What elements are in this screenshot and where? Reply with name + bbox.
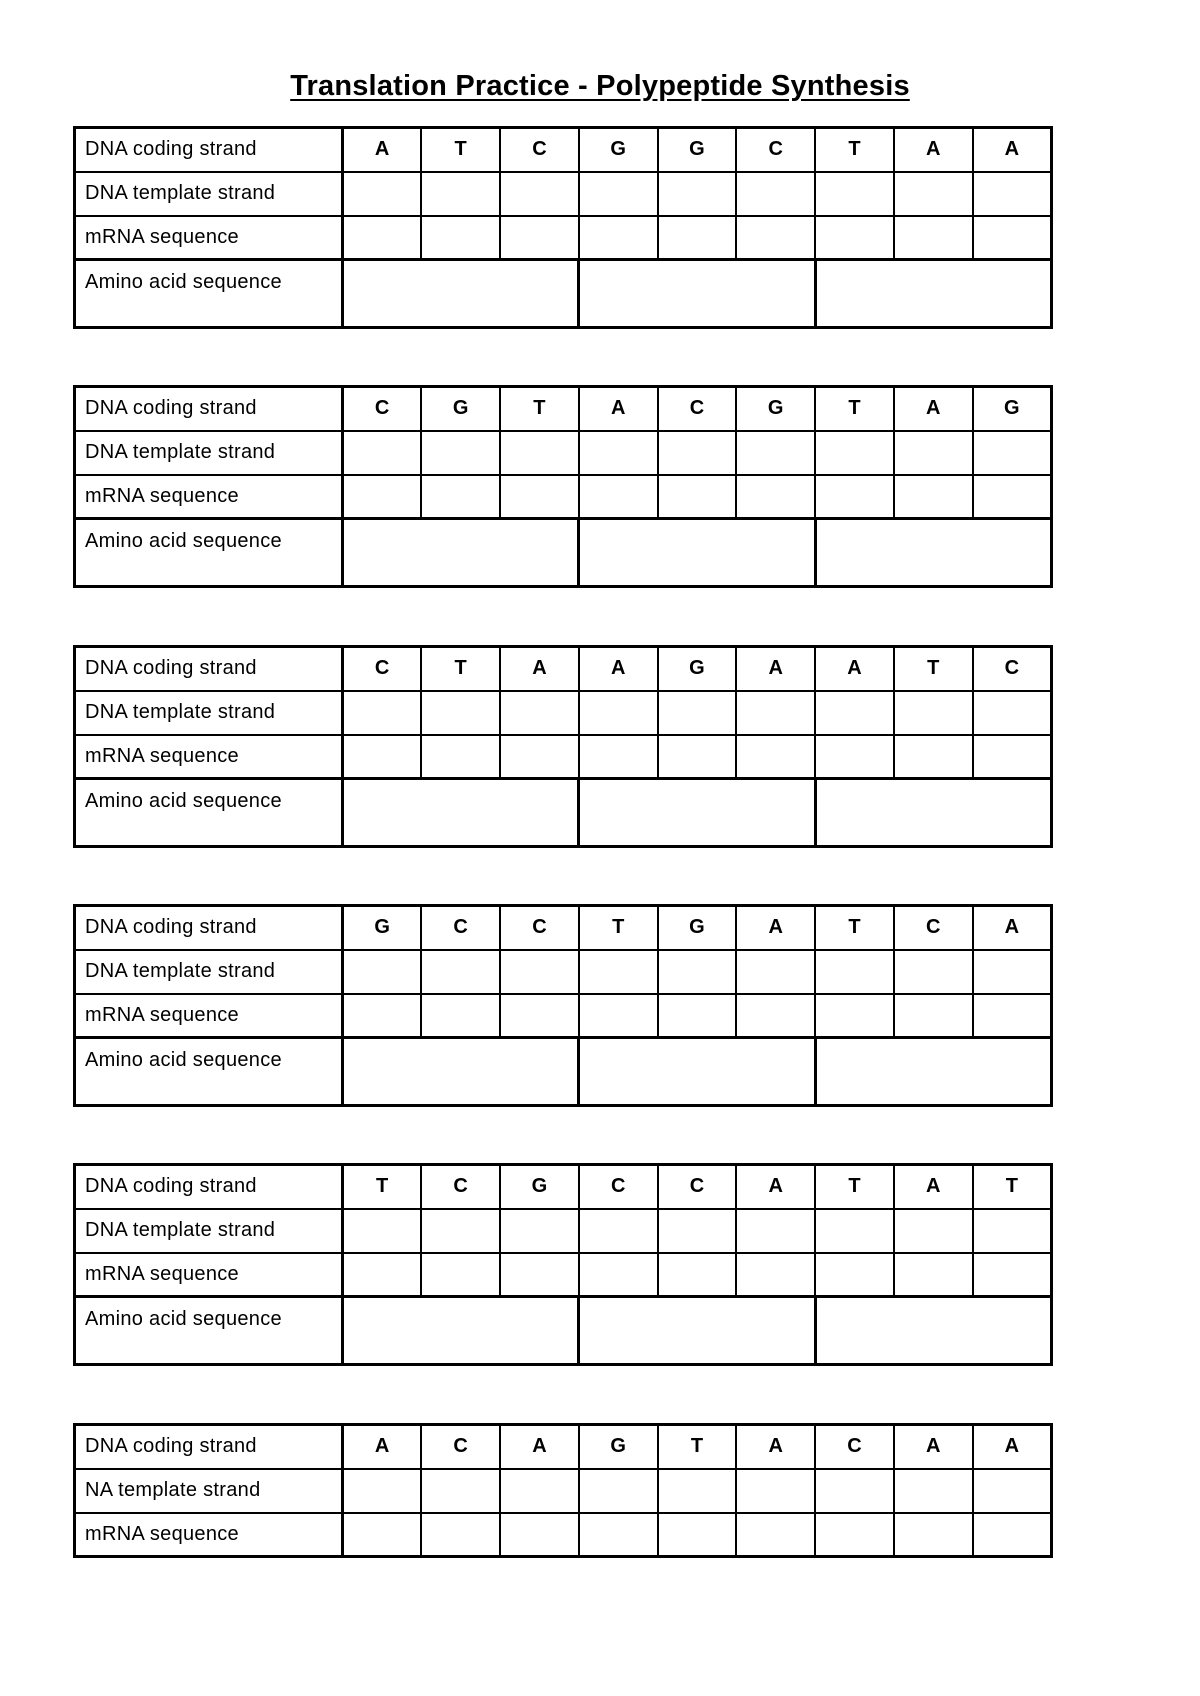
mrna-sequence-row: [75, 994, 1052, 1038]
mrna-answer-cell[interactable]: [736, 216, 815, 260]
mrna-answer-cell[interactable]: [973, 735, 1052, 779]
template-answer-cell[interactable]: [973, 172, 1052, 216]
mrna-sequence-label: mRNA sequence: [75, 475, 343, 519]
mrna-answer-cell[interactable]: [658, 1513, 737, 1557]
template-answer-cell[interactable]: [343, 691, 422, 735]
template-answer-cell[interactable]: [421, 1209, 500, 1253]
mrna-answer-cell[interactable]: [736, 1253, 815, 1297]
template-answer-cell[interactable]: [421, 172, 500, 216]
coding-base: T: [894, 647, 973, 691]
coding-base: T: [815, 128, 894, 172]
coding-base: A: [894, 1425, 973, 1469]
mrna-answer-cell[interactable]: [500, 475, 579, 519]
mrna-answer-cell[interactable]: [973, 1513, 1052, 1557]
amino-acid-label: Amino acid sequence: [75, 260, 343, 328]
mrna-answer-cell[interactable]: [658, 475, 737, 519]
coding-base: C: [894, 906, 973, 950]
page-title: Translation Practice - Polypeptide Synthesis: [290, 70, 910, 102]
mrna-answer-cell[interactable]: [815, 735, 894, 779]
mrna-answer-cell[interactable]: [815, 216, 894, 260]
template-answer-cell[interactable]: [973, 950, 1052, 994]
template-strand-label: DNA template strand: [75, 172, 343, 216]
mrna-answer-cell[interactable]: [421, 475, 500, 519]
template-answer-cell[interactable]: [815, 172, 894, 216]
amino-acid-label: Amino acid sequence: [75, 1297, 343, 1365]
amino-acid-row: [75, 779, 1052, 847]
mrna-answer-cell[interactable]: [421, 1253, 500, 1297]
template-strand-row: [75, 691, 1052, 735]
coding-base: G: [500, 1165, 579, 1209]
template-answer-cell[interactable]: [894, 691, 973, 735]
coding-base: G: [579, 1425, 658, 1469]
sequence-table-3: [73, 645, 1053, 848]
template-answer-cell[interactable]: [894, 1469, 973, 1513]
mrna-answer-cell[interactable]: [579, 216, 658, 260]
template-answer-cell[interactable]: [736, 1469, 815, 1513]
coding-base: C: [421, 1165, 500, 1209]
mrna-sequence-label: mRNA sequence: [75, 735, 343, 779]
coding-base: T: [421, 128, 500, 172]
amino-acid-answer-cell[interactable]: [815, 260, 1051, 328]
template-answer-cell[interactable]: [815, 1209, 894, 1253]
mrna-sequence-label: mRNA sequence: [75, 994, 343, 1038]
coding-base: T: [343, 1165, 422, 1209]
coding-base: C: [658, 387, 737, 431]
coding-base: G: [658, 906, 737, 950]
template-answer-cell[interactable]: [421, 950, 500, 994]
amino-acid-answer-cell[interactable]: [579, 1038, 815, 1106]
coding-base: A: [894, 1165, 973, 1209]
template-answer-cell[interactable]: [973, 1469, 1052, 1513]
template-strand-row: [75, 1209, 1052, 1253]
sequence-table-4: [73, 904, 1053, 1107]
coding-base: T: [658, 1425, 737, 1469]
coding-base: A: [343, 1425, 422, 1469]
template-strand-row: [75, 1469, 1052, 1513]
coding-base: A: [973, 1425, 1052, 1469]
template-answer-cell[interactable]: [500, 691, 579, 735]
mrna-sequence-row: [75, 475, 1052, 519]
sequence-table-1: [73, 126, 1053, 329]
mrna-answer-cell[interactable]: [500, 735, 579, 779]
coding-base: A: [579, 647, 658, 691]
amino-acid-answer-cell[interactable]: [815, 519, 1051, 587]
coding-base: A: [579, 387, 658, 431]
amino-acid-answer-cell[interactable]: [815, 1297, 1051, 1365]
amino-acid-answer-cell[interactable]: [343, 1297, 579, 1365]
amino-acid-answer-cell[interactable]: [579, 519, 815, 587]
template-answer-cell[interactable]: [343, 431, 422, 475]
template-answer-cell[interactable]: [658, 691, 737, 735]
coding-base: A: [343, 128, 422, 172]
coding-base: C: [421, 1425, 500, 1469]
template-answer-cell[interactable]: [500, 172, 579, 216]
mrna-answer-cell[interactable]: [343, 735, 422, 779]
template-answer-cell[interactable]: [658, 1469, 737, 1513]
amino-acid-answer-cell[interactable]: [815, 1038, 1051, 1106]
mrna-answer-cell[interactable]: [500, 1513, 579, 1557]
coding-base: A: [894, 128, 973, 172]
mrna-answer-cell[interactable]: [736, 1513, 815, 1557]
template-answer-cell[interactable]: [736, 431, 815, 475]
coding-base: C: [343, 647, 422, 691]
mrna-sequence-label: mRNA sequence: [75, 1253, 343, 1297]
coding-base: C: [815, 1425, 894, 1469]
mrna-answer-cell[interactable]: [421, 994, 500, 1038]
coding-base: T: [500, 387, 579, 431]
coding-base: C: [973, 647, 1052, 691]
coding-base: A: [736, 1165, 815, 1209]
template-strand-row: [75, 950, 1052, 994]
coding-base: C: [500, 128, 579, 172]
mrna-answer-cell[interactable]: [736, 994, 815, 1038]
amino-acid-answer-cell[interactable]: [343, 260, 579, 328]
template-answer-cell[interactable]: [973, 431, 1052, 475]
coding-base: T: [579, 906, 658, 950]
coding-base: C: [658, 1165, 737, 1209]
coding-strand-label: DNA coding strand: [75, 906, 343, 950]
template-answer-cell[interactable]: [815, 431, 894, 475]
mrna-answer-cell[interactable]: [815, 475, 894, 519]
template-answer-cell[interactable]: [500, 1469, 579, 1513]
coding-strand-row: [75, 1165, 1052, 1209]
mrna-answer-cell[interactable]: [658, 994, 737, 1038]
coding-base: T: [815, 906, 894, 950]
template-strand-label: DNA template strand: [75, 1209, 343, 1253]
mrna-answer-cell[interactable]: [421, 735, 500, 779]
mrna-answer-cell[interactable]: [658, 1253, 737, 1297]
template-answer-cell[interactable]: [343, 950, 422, 994]
template-answer-cell[interactable]: [579, 691, 658, 735]
amino-acid-answer-cell[interactable]: [815, 779, 1051, 847]
mrna-answer-cell[interactable]: [973, 994, 1052, 1038]
coding-strand-label: DNA coding strand: [75, 647, 343, 691]
mrna-answer-cell[interactable]: [894, 1253, 973, 1297]
template-answer-cell[interactable]: [500, 950, 579, 994]
template-answer-cell[interactable]: [736, 691, 815, 735]
mrna-sequence-row: [75, 1513, 1052, 1557]
mrna-answer-cell[interactable]: [500, 216, 579, 260]
sequence-table-2: [73, 385, 1053, 588]
coding-strand-row: [75, 906, 1052, 950]
amino-acid-answer-cell[interactable]: [579, 1297, 815, 1365]
amino-acid-answer-cell[interactable]: [343, 779, 579, 847]
coding-base: A: [500, 1425, 579, 1469]
template-strand-label: NA template strand: [75, 1469, 343, 1513]
mrna-answer-cell[interactable]: [343, 1253, 422, 1297]
mrna-sequence-label: mRNA sequence: [75, 1513, 343, 1557]
amino-acid-row: [75, 1297, 1052, 1365]
coding-base: A: [973, 906, 1052, 950]
mrna-sequence-row: [75, 735, 1052, 779]
mrna-answer-cell[interactable]: [579, 994, 658, 1038]
mrna-answer-cell[interactable]: [343, 475, 422, 519]
mrna-answer-cell[interactable]: [500, 994, 579, 1038]
template-answer-cell[interactable]: [658, 950, 737, 994]
coding-strand-label: DNA coding strand: [75, 1425, 343, 1469]
template-strand-row: [75, 172, 1052, 216]
mrna-answer-cell[interactable]: [579, 475, 658, 519]
mrna-answer-cell[interactable]: [815, 994, 894, 1038]
template-answer-cell[interactable]: [973, 691, 1052, 735]
amino-acid-label: Amino acid sequence: [75, 779, 343, 847]
mrna-answer-cell[interactable]: [500, 1253, 579, 1297]
template-answer-cell[interactable]: [894, 172, 973, 216]
coding-strand-row: [75, 647, 1052, 691]
template-answer-cell[interactable]: [658, 431, 737, 475]
mrna-answer-cell[interactable]: [815, 1253, 894, 1297]
mrna-answer-cell[interactable]: [894, 475, 973, 519]
template-strand-label: DNA template strand: [75, 950, 343, 994]
mrna-answer-cell[interactable]: [421, 1513, 500, 1557]
template-answer-cell[interactable]: [973, 1209, 1052, 1253]
mrna-answer-cell[interactable]: [736, 735, 815, 779]
template-answer-cell[interactable]: [343, 1209, 422, 1253]
template-answer-cell[interactable]: [500, 1209, 579, 1253]
mrna-answer-cell[interactable]: [579, 735, 658, 779]
template-answer-cell[interactable]: [815, 691, 894, 735]
template-answer-cell[interactable]: [421, 1469, 500, 1513]
mrna-answer-cell[interactable]: [894, 216, 973, 260]
coding-base: T: [421, 647, 500, 691]
template-answer-cell[interactable]: [579, 431, 658, 475]
coding-strand-row: [75, 128, 1052, 172]
amino-acid-answer-cell[interactable]: [343, 519, 579, 587]
template-answer-cell[interactable]: [894, 950, 973, 994]
template-answer-cell[interactable]: [815, 1469, 894, 1513]
mrna-answer-cell[interactable]: [343, 216, 422, 260]
template-answer-cell[interactable]: [736, 950, 815, 994]
amino-acid-row: [75, 1038, 1052, 1106]
coding-base: A: [500, 647, 579, 691]
mrna-answer-cell[interactable]: [421, 216, 500, 260]
mrna-answer-cell[interactable]: [343, 994, 422, 1038]
amino-acid-label: Amino acid sequence: [75, 1038, 343, 1106]
template-answer-cell[interactable]: [736, 1209, 815, 1253]
coding-base: C: [343, 387, 422, 431]
mrna-answer-cell[interactable]: [973, 216, 1052, 260]
coding-strand-row: [75, 1425, 1052, 1469]
coding-base: A: [894, 387, 973, 431]
coding-strand-label: DNA coding strand: [75, 128, 343, 172]
coding-base: T: [973, 1165, 1052, 1209]
mrna-answer-cell[interactable]: [894, 994, 973, 1038]
mrna-answer-cell[interactable]: [894, 1513, 973, 1557]
template-answer-cell[interactable]: [421, 691, 500, 735]
coding-base: G: [421, 387, 500, 431]
template-answer-cell[interactable]: [343, 172, 422, 216]
template-answer-cell[interactable]: [579, 1469, 658, 1513]
coding-base: A: [736, 647, 815, 691]
coding-base: A: [815, 647, 894, 691]
coding-base: G: [973, 387, 1052, 431]
template-strand-label: DNA template strand: [75, 691, 343, 735]
coding-base: A: [736, 1425, 815, 1469]
mrna-sequence-label: mRNA sequence: [75, 216, 343, 260]
coding-base: A: [973, 128, 1052, 172]
template-answer-cell[interactable]: [579, 950, 658, 994]
mrna-answer-cell[interactable]: [579, 1253, 658, 1297]
coding-strand-label: DNA coding strand: [75, 1165, 343, 1209]
mrna-answer-cell[interactable]: [815, 1513, 894, 1557]
coding-base: C: [421, 906, 500, 950]
amino-acid-row: [75, 519, 1052, 587]
template-answer-cell[interactable]: [894, 431, 973, 475]
mrna-answer-cell[interactable]: [973, 475, 1052, 519]
coding-base: A: [736, 906, 815, 950]
coding-base: T: [815, 1165, 894, 1209]
coding-base: C: [500, 906, 579, 950]
amino-acid-label: Amino acid sequence: [75, 519, 343, 587]
coding-strand-row: [75, 387, 1052, 431]
template-answer-cell[interactable]: [500, 431, 579, 475]
mrna-sequence-row: [75, 216, 1052, 260]
coding-base: G: [343, 906, 422, 950]
coding-base: G: [658, 128, 737, 172]
template-answer-cell[interactable]: [736, 172, 815, 216]
template-answer-cell[interactable]: [658, 172, 737, 216]
coding-base: G: [658, 647, 737, 691]
mrna-answer-cell[interactable]: [894, 735, 973, 779]
coding-base: C: [736, 128, 815, 172]
coding-base: C: [579, 1165, 658, 1209]
template-answer-cell[interactable]: [894, 1209, 973, 1253]
amino-acid-answer-cell[interactable]: [579, 779, 815, 847]
template-answer-cell[interactable]: [579, 1209, 658, 1253]
sequence-table-6: [73, 1423, 1053, 1558]
coding-base: G: [736, 387, 815, 431]
template-answer-cell[interactable]: [343, 1469, 422, 1513]
amino-acid-row: [75, 260, 1052, 328]
coding-base: G: [579, 128, 658, 172]
amino-acid-answer-cell[interactable]: [343, 1038, 579, 1106]
mrna-answer-cell[interactable]: [973, 1253, 1052, 1297]
mrna-answer-cell[interactable]: [736, 475, 815, 519]
mrna-sequence-row: [75, 1253, 1052, 1297]
mrna-answer-cell[interactable]: [658, 216, 737, 260]
amino-acid-answer-cell[interactable]: [579, 260, 815, 328]
template-answer-cell[interactable]: [421, 431, 500, 475]
template-answer-cell[interactable]: [815, 950, 894, 994]
sequence-table-5: [73, 1163, 1053, 1366]
mrna-answer-cell[interactable]: [658, 735, 737, 779]
mrna-answer-cell[interactable]: [343, 1513, 422, 1557]
template-answer-cell[interactable]: [658, 1209, 737, 1253]
template-strand-row: [75, 431, 1052, 475]
template-answer-cell[interactable]: [579, 172, 658, 216]
coding-strand-label: DNA coding strand: [75, 387, 343, 431]
mrna-answer-cell[interactable]: [579, 1513, 658, 1557]
template-strand-label: DNA template strand: [75, 431, 343, 475]
coding-base: T: [815, 387, 894, 431]
